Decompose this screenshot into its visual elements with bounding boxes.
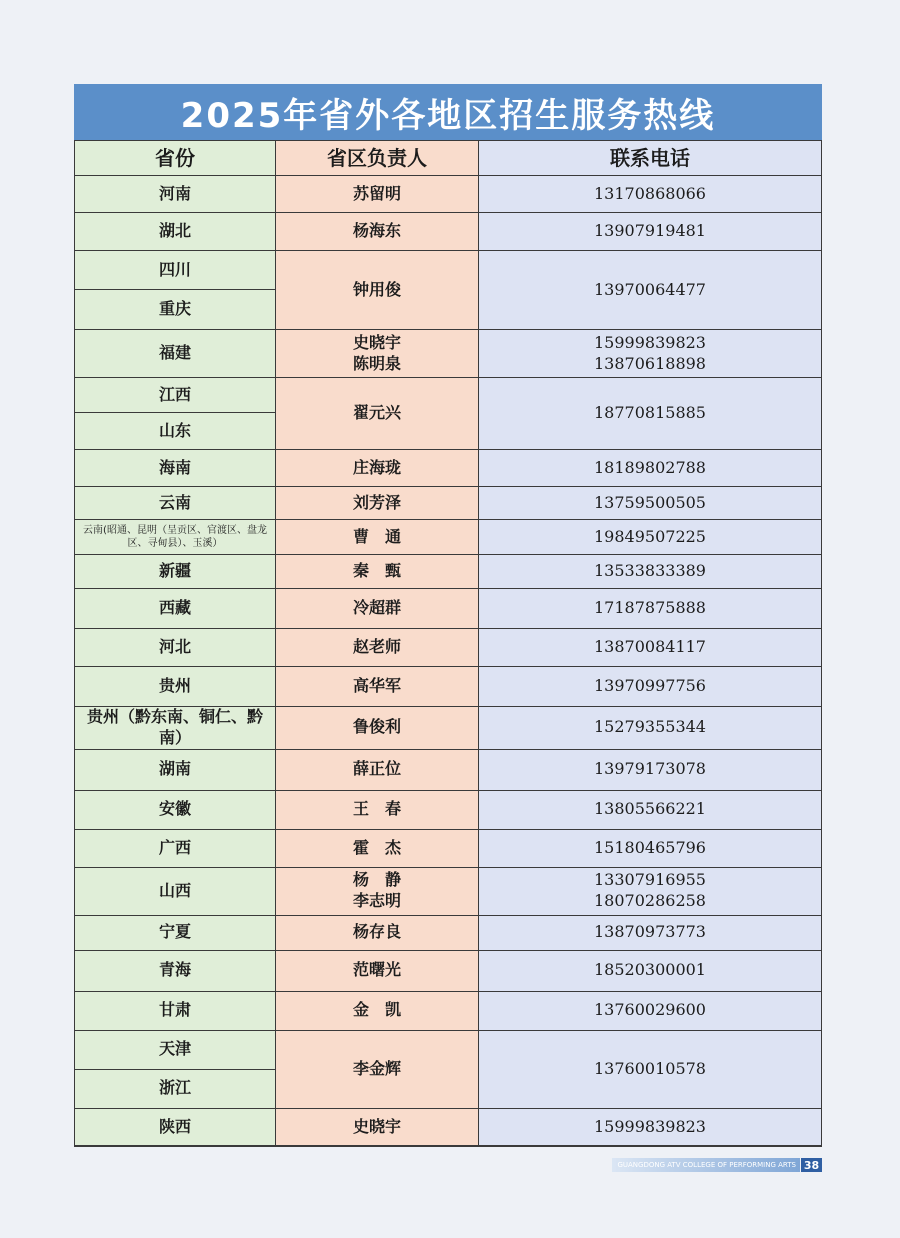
province-cell: 安徽 (75, 790, 276, 829)
phone-number: 15999839823 (594, 1116, 706, 1136)
province-cell: 陕西 (75, 1108, 276, 1146)
phone-cell (479, 790, 822, 829)
contact-name: 薛正位 (352, 759, 401, 779)
contact-name: 史晓宇 (352, 1116, 401, 1136)
table-row (75, 378, 822, 413)
contact-name: 秦 甄 (352, 561, 401, 581)
contact-name: 刘芳泽 (352, 492, 401, 512)
province-cell: 四川 (75, 251, 276, 290)
phone-number: 13870618898 (594, 353, 706, 373)
phone-cell (479, 176, 822, 213)
phone-number: 13170868066 (594, 183, 706, 203)
contact-cell (276, 555, 479, 589)
phone-number: 18070286258 (594, 891, 706, 911)
phone-number: 18770815885 (594, 403, 706, 423)
contact-name: 高华军 (352, 676, 401, 696)
footer-divider (74, 1145, 822, 1147)
contact-cell (276, 867, 479, 915)
phone-cell (479, 555, 822, 589)
contact-cell (276, 915, 479, 950)
phone-number: 13907919481 (594, 221, 706, 241)
phone-cell (479, 991, 822, 1030)
table-row (75, 707, 822, 750)
contact-cell (276, 176, 479, 213)
contact-cell (276, 330, 479, 378)
table-row (75, 629, 822, 667)
phone-cell (479, 378, 822, 450)
table-row (75, 520, 822, 555)
province-cell: 山东 (75, 413, 276, 450)
province-cell: 湖南 (75, 749, 276, 790)
contact-name: 曹 通 (352, 526, 401, 546)
phone-cell (479, 450, 822, 487)
table-body (75, 176, 822, 1147)
table-row (75, 555, 822, 589)
table-row (75, 991, 822, 1030)
contact-name: 苏留明 (352, 183, 401, 203)
table-row (75, 950, 822, 991)
contact-name: 范曙光 (352, 960, 401, 980)
phone-number: 19849507225 (594, 526, 706, 546)
contact-name: 霍 杰 (352, 837, 401, 857)
phone-cell (479, 915, 822, 950)
province-cell: 湖北 (75, 213, 276, 251)
province-cell: 山西 (75, 867, 276, 915)
phone-number: 18520300001 (594, 960, 706, 980)
footer-college-name: GUANGDONG ATV COLLEGE OF PERFORMING ARTS (612, 1158, 800, 1172)
phone-number: 15279355344 (594, 717, 706, 737)
contact-cell (276, 1030, 479, 1108)
contact-cell (276, 667, 479, 707)
phone-cell (479, 867, 822, 915)
province-cell: 广西 (75, 829, 276, 867)
phone-cell (479, 1030, 822, 1108)
phone-cell (479, 330, 822, 378)
contact-name: 李志明 (352, 891, 401, 911)
contact-name: 鲁俊利 (352, 717, 401, 737)
header-phone: 联系电话 (479, 141, 822, 176)
table-row (75, 1108, 822, 1146)
hotline-table (74, 140, 822, 1147)
phone-number: 15180465796 (594, 837, 706, 857)
contact-cell (276, 629, 479, 667)
phone-number: 13970997756 (594, 676, 706, 696)
province-cell: 江西 (75, 378, 276, 413)
phone-cell (479, 213, 822, 251)
contact-name: 史晓宇 (352, 332, 401, 352)
contact-name: 王 春 (352, 799, 401, 819)
contact-name: 钟用俊 (352, 279, 401, 299)
contact-cell (276, 749, 479, 790)
table-row (75, 749, 822, 790)
phone-number: 13759500505 (594, 492, 706, 512)
contact-cell (276, 829, 479, 867)
province-cell: 宁夏 (75, 915, 276, 950)
contact-cell (276, 991, 479, 1030)
phone-cell (479, 251, 822, 330)
phone-cell (479, 707, 822, 750)
table-header-row (75, 141, 822, 176)
table-row (75, 589, 822, 629)
phone-cell (479, 629, 822, 667)
table-row (75, 487, 822, 520)
table-row (75, 330, 822, 378)
phone-number: 13760029600 (594, 1000, 706, 1020)
phone-cell (479, 589, 822, 629)
table-row (75, 829, 822, 867)
phone-cell (479, 950, 822, 991)
phone-number: 18189802788 (594, 457, 706, 477)
page-title: 2025年省外各地区招生服务热线 (74, 84, 822, 140)
table-row (75, 790, 822, 829)
phone-number: 17187875888 (594, 598, 706, 618)
table-row (75, 667, 822, 707)
phone-number: 13979173078 (594, 759, 706, 779)
phone-number: 13970064477 (594, 279, 706, 299)
phone-number: 13870084117 (594, 637, 706, 657)
contact-name: 赵老师 (352, 637, 401, 657)
phone-number: 13805566221 (594, 799, 706, 819)
table-row (75, 176, 822, 213)
province-cell: 甘肃 (75, 991, 276, 1030)
contact-cell (276, 378, 479, 450)
contact-cell (276, 213, 479, 251)
contact-cell (276, 520, 479, 555)
phone-cell (479, 1108, 822, 1146)
phone-number: 13533833389 (594, 561, 706, 581)
contact-name: 杨 静 (352, 870, 401, 890)
contact-cell (276, 251, 479, 330)
province-cell: 云南(昭通、昆明（呈贡区、官渡区、盘龙区、寻甸县）、玉溪） (75, 520, 276, 555)
hotline-sheet (74, 84, 822, 1147)
phone-cell (479, 520, 822, 555)
table-row (75, 867, 822, 915)
province-cell: 贵州（黔东南、铜仁、黔南） (75, 707, 276, 750)
province-cell: 西藏 (75, 589, 276, 629)
page-number: 38 (801, 1158, 822, 1172)
contact-cell (276, 790, 479, 829)
contact-cell (276, 950, 479, 991)
header-contact: 省区负责人 (276, 141, 479, 176)
contact-name: 金 凯 (352, 1000, 401, 1020)
phone-cell (479, 667, 822, 707)
phone-number: 15999839823 (594, 332, 706, 352)
contact-name: 李金辉 (352, 1058, 401, 1078)
phone-number: 13870973773 (594, 922, 706, 942)
contact-cell (276, 450, 479, 487)
province-cell: 河北 (75, 629, 276, 667)
phone-cell (479, 487, 822, 520)
province-cell: 新疆 (75, 555, 276, 589)
province-cell: 河南 (75, 176, 276, 213)
phone-cell (479, 749, 822, 790)
province-cell: 云南 (75, 487, 276, 520)
province-cell: 浙江 (75, 1069, 276, 1108)
contact-name: 杨海东 (352, 221, 401, 241)
table-row (75, 1030, 822, 1069)
province-cell: 重庆 (75, 290, 276, 330)
province-cell: 海南 (75, 450, 276, 487)
contact-cell (276, 589, 479, 629)
header-province: 省份 (75, 141, 276, 176)
province-cell: 青海 (75, 950, 276, 991)
contact-cell (276, 487, 479, 520)
phone-cell (479, 829, 822, 867)
contact-name: 杨存良 (352, 922, 401, 942)
table-row (75, 251, 822, 290)
province-cell: 贵州 (75, 667, 276, 707)
table-row (75, 450, 822, 487)
contact-name: 庄海珑 (352, 457, 401, 477)
contact-name: 陈明泉 (352, 353, 401, 373)
phone-number: 13307916955 (594, 870, 706, 890)
contact-cell (276, 707, 479, 750)
contact-name: 翟元兴 (352, 403, 401, 423)
table-row (75, 213, 822, 251)
contact-name: 冷超群 (352, 598, 401, 618)
contact-cell (276, 1108, 479, 1146)
province-cell: 福建 (75, 330, 276, 378)
table-row (75, 915, 822, 950)
province-cell: 天津 (75, 1030, 276, 1069)
phone-number: 13760010578 (594, 1058, 706, 1078)
